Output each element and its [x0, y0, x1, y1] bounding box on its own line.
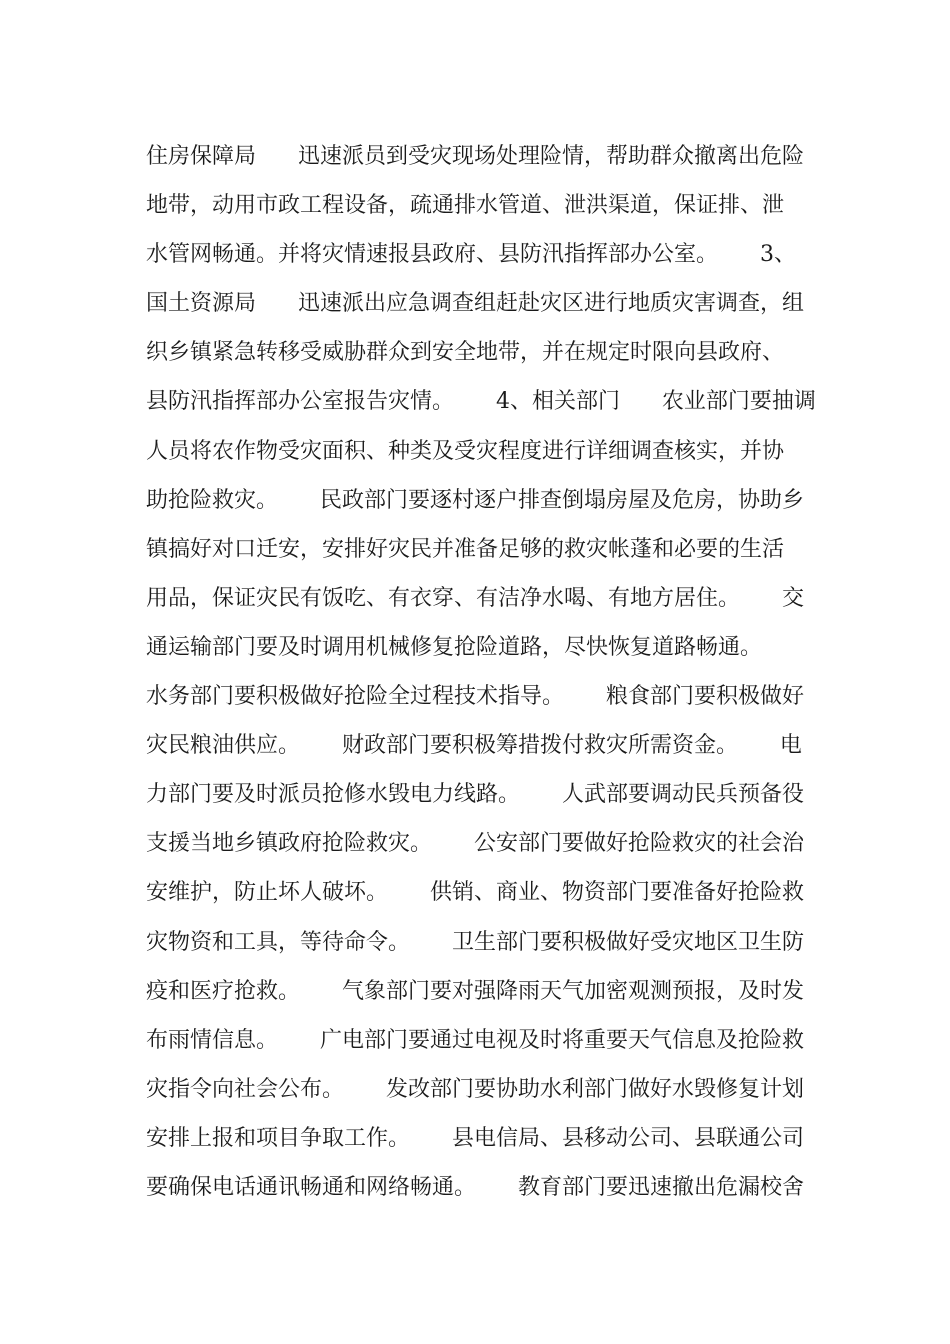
text-line: 织乡镇紧急转移受威胁群众到安全地带，并在规定时限向县政府、 [146, 340, 785, 366]
text-line: 通运输部门要及时调用机械修复抢险道路，尽快恢复道路畅通。 [146, 634, 763, 660]
text-line: 灾民粮油供应。 财政部门要积极筹措拨付救灾所需资金。 电 [146, 733, 802, 759]
text-line: 镇搞好对口迁安，安排好灾民并准备足够的救灾帐蓬和必要的生活 [146, 536, 785, 562]
text-line: 安排上报和项目争取工作。 县电信局、县移动公司、县联通公司 [146, 1125, 804, 1151]
text-line: 人员将农作物受灾面积、种类及受灾程度进行详细调查核实，并协 [146, 438, 785, 464]
text-line: 灾指令向社会公布。 发改部门要协助水利部门做好水毁修复计划 [146, 1076, 804, 1102]
text-line: 助抢险救灾。 民政部门要逐村逐户排查倒塌房屋及危房，协助乡 [146, 487, 804, 513]
text-line: 住房保障局 迅速派员到受灾现场处理险情，帮助群众撤离出危险 [146, 144, 804, 169]
text-line: 力部门要及时派员抢修水毁电力线路。 人武部要调动民兵预备役 [146, 782, 804, 808]
text-line: 水务部门要积极做好抢险全过程技术指导。 粮食部门要积极做好 [146, 684, 804, 710]
text-line: 疫和医疗抢救。 气象部门要对强降雨天气加密观测预报，及时发 [146, 978, 804, 1004]
text-line: 国土资源局 迅速派出应急调查组赶赴灾区进行地质灾害调查，组 [146, 291, 804, 317]
text-line: 支援当地乡镇政府抢险救灾。 公安部门要做好抢险救灾的社会治 [146, 831, 804, 857]
text-line: 灾物资和工具，等待命令。 卫生部门要积极做好受灾地区卫生防 [146, 929, 804, 955]
body-text [146, 132, 826, 1212]
text-line: 安维护，防止坏人破坏。 供销、商业、物资部门要准备好抢险救 [146, 880, 804, 906]
text-line: 县防汛指挥部办公室报告灾情。 4、相关部门 农业部门要抽调 [146, 389, 816, 415]
text-line: 地带，动用市政工程设备，疏通排水管道、泄洪渠道，保证排、泄 [146, 193, 785, 219]
text-line: 要确保电话通讯畅通和网络畅通。 教育部门要迅速撤出危漏校舍 [146, 1174, 804, 1200]
text-line: 布雨情信息。 广电部门要通过电视及时将重要天气信息及抢险救 [146, 1027, 804, 1053]
text-line: 水管网畅通。并将灾情速报县政府、县防汛指挥部办公室。 3、 [146, 242, 796, 268]
text-line: 用品，保证灾民有饭吃、有衣穿、有洁净水喝、有地方居住。 交 [146, 585, 804, 611]
